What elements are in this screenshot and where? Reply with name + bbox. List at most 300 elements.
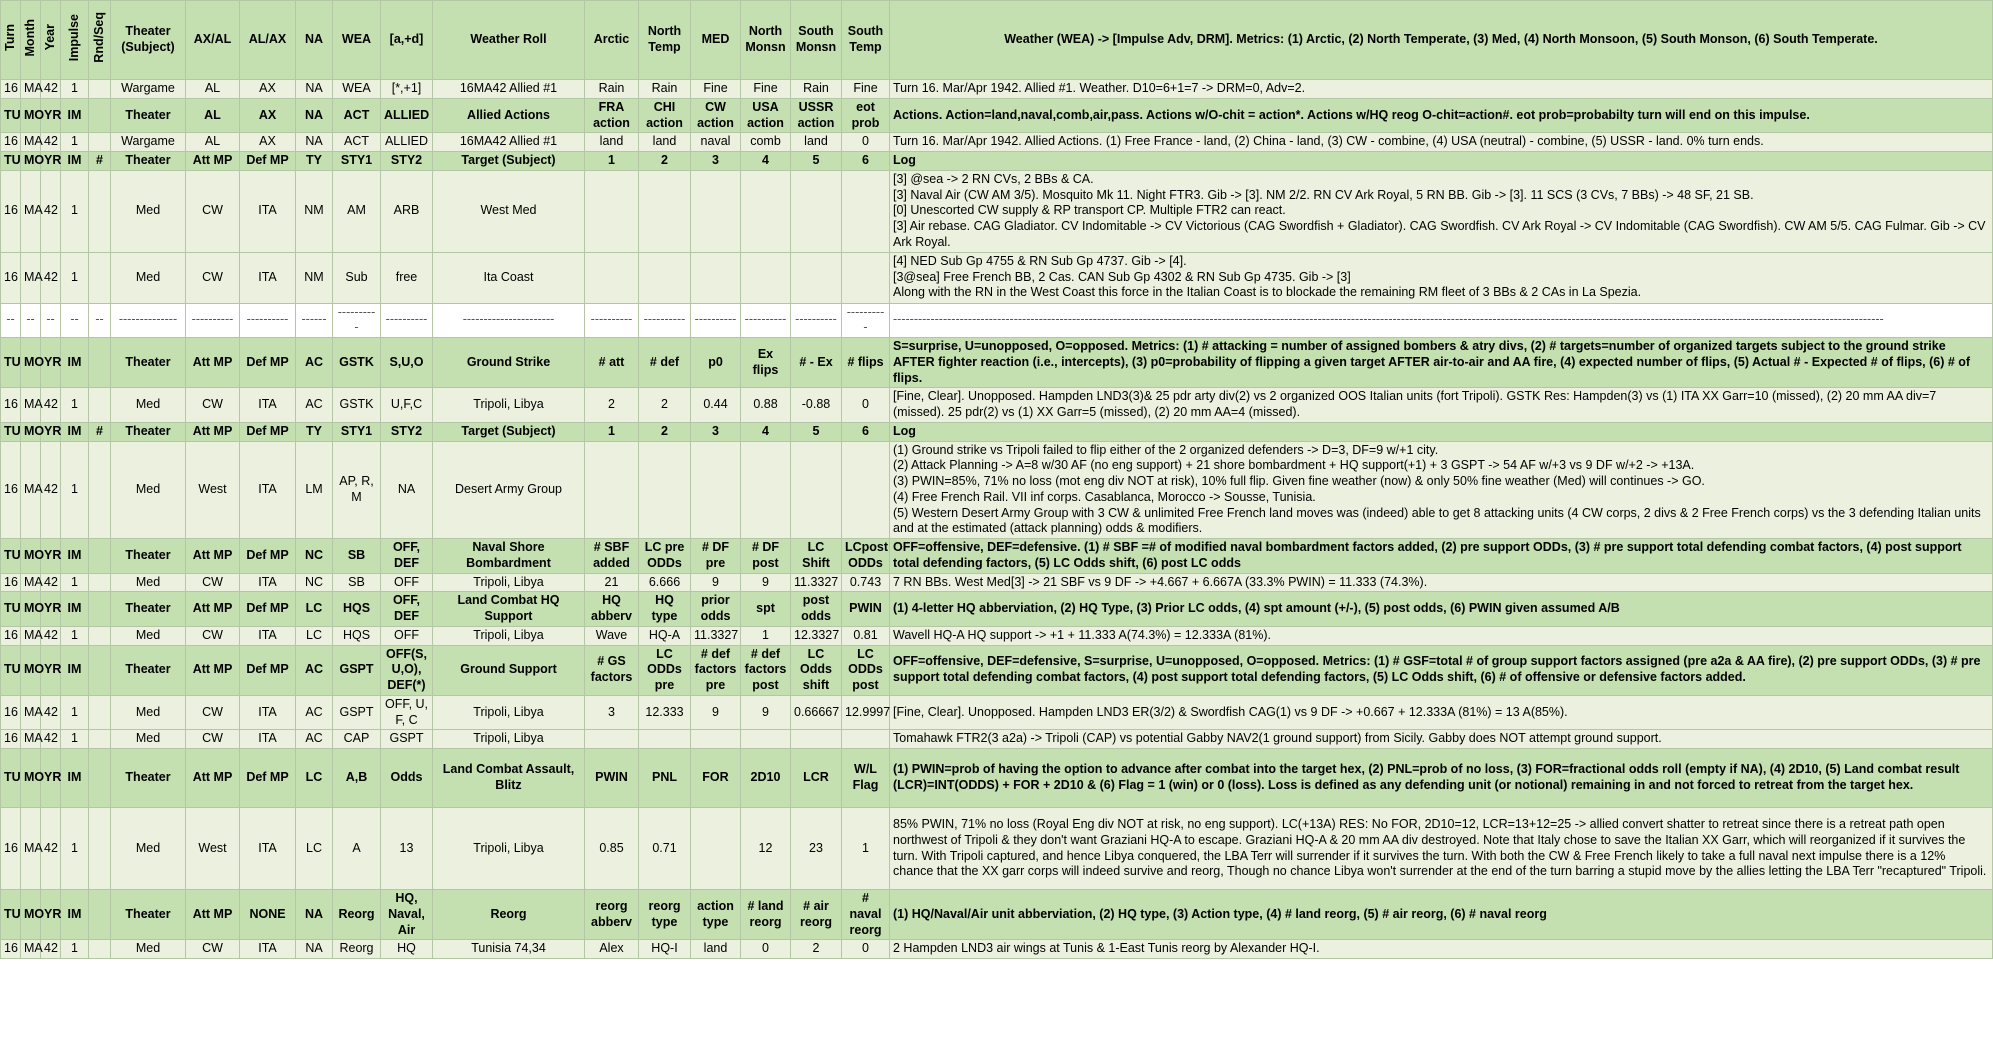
cell-metric-3[interactable] [691, 808, 741, 890]
cell-rnd-seq[interactable] [89, 133, 111, 152]
cell-al-ax[interactable]: ---------- [240, 303, 296, 338]
cell-metric-4[interactable]: 12 [741, 808, 791, 890]
cell-wea[interactable]: ACT [333, 133, 381, 152]
cell-ax-al[interactable]: CW [186, 730, 240, 749]
cell-wea[interactable]: ACT [333, 98, 381, 133]
cell-al-ax[interactable]: AX [240, 98, 296, 133]
cell-metric-2[interactable]: 12.333 [639, 695, 691, 730]
cell-ax-al[interactable]: West [186, 441, 240, 539]
cell-na[interactable]: LC [296, 808, 333, 890]
cell-rnd-seq[interactable]: -- [89, 303, 111, 338]
cell-metric-6[interactable]: 1 [842, 808, 890, 890]
cell-theater[interactable]: Med [111, 695, 186, 730]
cell-month[interactable]: MA [21, 441, 41, 539]
cell-theater[interactable]: Theater [111, 152, 186, 171]
cell-wea[interactable]: GSPT [333, 695, 381, 730]
cell-weather-roll[interactable]: West Med [433, 170, 585, 252]
cell-wea[interactable]: HQS [333, 592, 381, 627]
cell-metric-4[interactable]: 4 [741, 422, 791, 441]
cell-al-ax[interactable]: ITA [240, 626, 296, 645]
cell-month[interactable]: MA [21, 940, 41, 959]
cell-log[interactable] [890, 80, 1993, 99]
cell-turn[interactable]: TU [1, 152, 21, 171]
cell-year[interactable]: 42 [41, 252, 61, 303]
cell-metric-5[interactable]: 5 [791, 422, 842, 441]
cell-metric-4[interactable]: 9 [741, 573, 791, 592]
cell-weather-roll[interactable]: Tripoli, Libya [433, 695, 585, 730]
cell-metric-1[interactable]: # GS factors [585, 645, 639, 695]
cell-metric-4[interactable]: 1 [741, 626, 791, 645]
cell-rnd-seq[interactable]: # [89, 422, 111, 441]
cell-wea[interactable]: WEA [333, 80, 381, 99]
cell-impulse[interactable]: IM [61, 422, 89, 441]
cell-na[interactable]: NM [296, 170, 333, 252]
cell-log[interactable] [890, 133, 1993, 152]
cell-metric-1[interactable]: ---------- [585, 303, 639, 338]
cell-metric-6[interactable]: 0.743 [842, 573, 890, 592]
cell-month[interactable]: MO [21, 890, 41, 940]
cell-ax-al[interactable]: Att MP [186, 539, 240, 574]
cell-weather-roll[interactable]: Naval Shore Bombardment [433, 539, 585, 574]
cell-metric-3[interactable]: ---------- [691, 303, 741, 338]
cell-metric-3[interactable] [691, 252, 741, 303]
cell-rnd-seq[interactable] [89, 252, 111, 303]
cell-turn[interactable]: 16 [1, 170, 21, 252]
cell-year[interactable]: YR [41, 338, 61, 388]
cell-turn[interactable]: TU [1, 422, 21, 441]
cell-turn[interactable]: -- [1, 303, 21, 338]
cell-rnd-seq[interactable] [89, 441, 111, 539]
col-header-weather-roll[interactable]: Weather Roll [433, 1, 585, 80]
cell-na[interactable]: NA [296, 98, 333, 133]
cell-metric-2[interactable]: PNL [639, 749, 691, 808]
cell-year[interactable]: 42 [41, 573, 61, 592]
cell-theater[interactable]: -------------- [111, 303, 186, 338]
cell-metric-2[interactable]: HQ-A [639, 626, 691, 645]
cell-year[interactable]: 42 [41, 626, 61, 645]
cell-metric-6[interactable]: 0 [842, 940, 890, 959]
cell-month[interactable]: MA [21, 80, 41, 99]
cell-weather-roll[interactable]: Ground Support [433, 645, 585, 695]
cell-weather-roll[interactable]: Tripoli, Libya [433, 573, 585, 592]
cell-al-ax[interactable]: AX [240, 133, 296, 152]
cell-metric-4[interactable]: 4 [741, 152, 791, 171]
cell-metric-2[interactable] [639, 441, 691, 539]
cell-weather-roll[interactable]: ---------------------- [433, 303, 585, 338]
cell-log[interactable] [890, 303, 1993, 338]
cell-na[interactable]: ------ [296, 303, 333, 338]
cell-turn[interactable]: 16 [1, 940, 21, 959]
cell-ax-al[interactable]: CW [186, 252, 240, 303]
cell-metric-2[interactable]: 6.666 [639, 573, 691, 592]
cell-al-ax[interactable]: Def MP [240, 592, 296, 627]
cell-impulse[interactable]: 1 [61, 695, 89, 730]
cell-metric-2[interactable]: 2 [639, 152, 691, 171]
cell-turn[interactable]: TU [1, 338, 21, 388]
cell-year[interactable]: YR [41, 749, 61, 808]
cell-metric-3[interactable] [691, 441, 741, 539]
cell-ax-al[interactable]: Att MP [186, 152, 240, 171]
cell-weather-roll[interactable]: Allied Actions [433, 98, 585, 133]
cell-month[interactable]: MA [21, 252, 41, 303]
cell-na[interactable]: NC [296, 573, 333, 592]
cell-month[interactable]: MA [21, 808, 41, 890]
cell-metric-3[interactable]: # def factors pre [691, 645, 741, 695]
cell-metric-2[interactable]: Rain [639, 80, 691, 99]
cell-metric-6[interactable]: 0 [842, 388, 890, 423]
cell-impulse[interactable]: 1 [61, 388, 89, 423]
cell-wea[interactable]: A [333, 808, 381, 890]
cell-ax-al[interactable]: AL [186, 133, 240, 152]
cell-month[interactable]: MA [21, 573, 41, 592]
cell-log[interactable] [890, 592, 1993, 627]
cell-log[interactable] [890, 890, 1993, 940]
cell-metric-2[interactable]: LC ODDs pre [639, 645, 691, 695]
cell-al-ax[interactable]: ITA [240, 730, 296, 749]
cell-rnd-seq[interactable] [89, 539, 111, 574]
cell-month[interactable]: MO [21, 749, 41, 808]
cell-weather-roll[interactable]: Ita Coast [433, 252, 585, 303]
col-header-na[interactable]: NA [296, 1, 333, 80]
cell-na[interactable]: NA [296, 940, 333, 959]
cell-impulse[interactable]: -- [61, 303, 89, 338]
cell-metric-2[interactable]: land [639, 133, 691, 152]
cell-year[interactable]: 42 [41, 388, 61, 423]
cell-al-ax[interactable]: ITA [240, 388, 296, 423]
cell-al-ax[interactable]: ITA [240, 808, 296, 890]
cell-metric-6[interactable]: LCpost ODDs [842, 539, 890, 574]
cell-na[interactable]: TY [296, 422, 333, 441]
cell-weather-roll[interactable]: Tripoli, Libya [433, 730, 585, 749]
cell-theater[interactable]: Med [111, 730, 186, 749]
cell-al-ax[interactable]: ITA [240, 695, 296, 730]
cell-metric-3[interactable]: CW action [691, 98, 741, 133]
cell-theater[interactable]: Med [111, 388, 186, 423]
cell-weather-roll[interactable]: Target (Subject) [433, 422, 585, 441]
cell-weather-roll[interactable]: Tripoli, Libya [433, 808, 585, 890]
cell-theater[interactable]: Med [111, 252, 186, 303]
cell-year[interactable]: 42 [41, 695, 61, 730]
cell-metric-3[interactable]: naval [691, 133, 741, 152]
cell-metric-5[interactable]: 0.66667 [791, 695, 842, 730]
cell-ax-al[interactable]: CW [186, 573, 240, 592]
cell-log[interactable] [890, 573, 1993, 592]
cell-metric-1[interactable]: land [585, 133, 639, 152]
cell-log[interactable] [890, 98, 1993, 133]
cell-theater[interactable]: Theater [111, 592, 186, 627]
cell-turn[interactable]: 16 [1, 133, 21, 152]
cell-metric-5[interactable]: LC Shift [791, 539, 842, 574]
cell-a-d[interactable]: ---------- [381, 303, 433, 338]
cell-metric-3[interactable]: p0 [691, 338, 741, 388]
cell-metric-2[interactable]: LC pre ODDs [639, 539, 691, 574]
col-header-med[interactable]: MED [691, 1, 741, 80]
cell-log[interactable] [890, 539, 1993, 574]
cell-year[interactable]: YR [41, 890, 61, 940]
cell-metric-5[interactable]: ---------- [791, 303, 842, 338]
cell-metric-5[interactable] [791, 730, 842, 749]
cell-weather-roll[interactable]: Tripoli, Libya [433, 388, 585, 423]
cell-wea[interactable]: SB [333, 539, 381, 574]
cell-rnd-seq[interactable] [89, 749, 111, 808]
cell-a-d[interactable]: OFF, DEF [381, 592, 433, 627]
cell-theater[interactable]: Med [111, 940, 186, 959]
cell-impulse[interactable]: 1 [61, 252, 89, 303]
col-header-ax-al[interactable]: AX/AL [186, 1, 240, 80]
cell-metric-2[interactable]: reorg type [639, 890, 691, 940]
cell-weather-roll[interactable]: Target (Subject) [433, 152, 585, 171]
cell-month[interactable]: MO [21, 152, 41, 171]
cell-turn[interactable]: TU [1, 890, 21, 940]
cell-month[interactable]: MO [21, 98, 41, 133]
cell-al-ax[interactable]: Def MP [240, 539, 296, 574]
cell-year[interactable]: YR [41, 645, 61, 695]
cell-metric-4[interactable]: Ex flips [741, 338, 791, 388]
cell-theater[interactable]: Theater [111, 422, 186, 441]
cell-weather-roll[interactable]: 16MA42 Allied #1 [433, 133, 585, 152]
cell-weather-roll[interactable]: Ground Strike [433, 338, 585, 388]
cell-log[interactable] [890, 808, 1993, 890]
cell-na[interactable]: TY [296, 152, 333, 171]
cell-weather-roll[interactable]: Tunisia 74,34 [433, 940, 585, 959]
cell-log[interactable] [890, 338, 1993, 388]
cell-log[interactable] [890, 170, 1993, 252]
cell-rnd-seq[interactable] [89, 808, 111, 890]
col-header-north-temp[interactable]: North Temp [639, 1, 691, 80]
cell-metric-2[interactable]: # def [639, 338, 691, 388]
cell-metric-3[interactable]: 0.44 [691, 388, 741, 423]
cell-metric-2[interactable]: 0.71 [639, 808, 691, 890]
cell-metric-1[interactable]: 1 [585, 152, 639, 171]
col-header-a-d[interactable]: [a,+d] [381, 1, 433, 80]
cell-ax-al[interactable]: CW [186, 626, 240, 645]
cell-year[interactable]: YR [41, 539, 61, 574]
cell-log[interactable] [890, 695, 1993, 730]
col-header-year[interactable]: Year [41, 1, 61, 80]
cell-rnd-seq[interactable] [89, 730, 111, 749]
cell-metric-5[interactable]: Rain [791, 80, 842, 99]
cell-metric-2[interactable]: HQ-I [639, 940, 691, 959]
cell-turn[interactable]: 16 [1, 388, 21, 423]
cell-metric-6[interactable]: eot prob [842, 98, 890, 133]
cell-log[interactable] [890, 152, 1993, 171]
cell-metric-3[interactable]: Fine [691, 80, 741, 99]
cell-impulse[interactable]: IM [61, 539, 89, 574]
cell-year[interactable]: 42 [41, 940, 61, 959]
cell-metric-5[interactable]: 12.3327 [791, 626, 842, 645]
cell-ax-al[interactable]: AL [186, 98, 240, 133]
cell-metric-5[interactable] [791, 252, 842, 303]
cell-metric-4[interactable]: comb [741, 133, 791, 152]
cell-metric-4[interactable]: 2D10 [741, 749, 791, 808]
cell-metric-4[interactable] [741, 730, 791, 749]
cell-metric-6[interactable]: 6 [842, 152, 890, 171]
cell-rnd-seq[interactable] [89, 890, 111, 940]
cell-na[interactable]: NA [296, 80, 333, 99]
cell-year[interactable]: 42 [41, 170, 61, 252]
cell-log[interactable] [890, 730, 1993, 749]
cell-theater[interactable]: Med [111, 170, 186, 252]
cell-year[interactable]: -- [41, 303, 61, 338]
cell-theater[interactable]: Theater [111, 98, 186, 133]
cell-ax-al[interactable]: Att MP [186, 890, 240, 940]
cell-na[interactable]: AC [296, 338, 333, 388]
cell-a-d[interactable]: U,F,C [381, 388, 433, 423]
cell-a-d[interactable]: OFF(S, U,O), DEF(*) [381, 645, 433, 695]
cell-metric-4[interactable]: 0.88 [741, 388, 791, 423]
cell-ax-al[interactable]: Att MP [186, 338, 240, 388]
cell-year[interactable]: 42 [41, 730, 61, 749]
cell-month[interactable]: MA [21, 626, 41, 645]
cell-log[interactable] [890, 626, 1993, 645]
cell-metric-1[interactable]: 2 [585, 388, 639, 423]
cell-impulse[interactable]: 1 [61, 730, 89, 749]
cell-rnd-seq[interactable] [89, 645, 111, 695]
cell-theater[interactable]: Med [111, 808, 186, 890]
cell-metric-1[interactable]: 1 [585, 422, 639, 441]
cell-ax-al[interactable]: CW [186, 388, 240, 423]
cell-metric-1[interactable]: PWIN [585, 749, 639, 808]
cell-a-d[interactable]: [*,+1] [381, 80, 433, 99]
cell-weather-roll[interactable]: 16MA42 Allied #1 [433, 80, 585, 99]
cell-metric-6[interactable]: LC ODDs post [842, 645, 890, 695]
cell-metric-3[interactable]: 3 [691, 422, 741, 441]
cell-metric-1[interactable] [585, 730, 639, 749]
cell-rnd-seq[interactable] [89, 573, 111, 592]
col-header-wea[interactable]: WEA [333, 1, 381, 80]
cell-metric-3[interactable]: 9 [691, 695, 741, 730]
cell-impulse[interactable]: IM [61, 749, 89, 808]
cell-wea[interactable]: GSPT [333, 645, 381, 695]
cell-a-d[interactable]: HQ [381, 940, 433, 959]
cell-theater[interactable]: Med [111, 573, 186, 592]
cell-impulse[interactable]: IM [61, 592, 89, 627]
cell-turn[interactable]: 16 [1, 626, 21, 645]
cell-rnd-seq[interactable] [89, 80, 111, 99]
cell-weather-roll[interactable]: Land Combat HQ Support [433, 592, 585, 627]
cell-metric-2[interactable] [639, 730, 691, 749]
cell-year[interactable]: YR [41, 98, 61, 133]
cell-a-d[interactable]: GSPT [381, 730, 433, 749]
cell-al-ax[interactable]: ITA [240, 573, 296, 592]
cell-metric-3[interactable]: 11.3327 [691, 626, 741, 645]
cell-a-d[interactable]: ARB [381, 170, 433, 252]
cell-metric-2[interactable]: 2 [639, 422, 691, 441]
cell-al-ax[interactable]: ITA [240, 940, 296, 959]
cell-metric-4[interactable]: ---------- [741, 303, 791, 338]
cell-turn[interactable]: 16 [1, 695, 21, 730]
cell-rnd-seq[interactable] [89, 592, 111, 627]
cell-al-ax[interactable]: AX [240, 80, 296, 99]
cell-metric-3[interactable]: 9 [691, 573, 741, 592]
cell-log[interactable] [890, 645, 1993, 695]
cell-turn[interactable]: 16 [1, 730, 21, 749]
col-header-arctic[interactable]: Arctic [585, 1, 639, 80]
cell-metric-1[interactable]: 21 [585, 573, 639, 592]
col-header-al-ax[interactable]: AL/AX [240, 1, 296, 80]
cell-al-ax[interactable]: ITA [240, 170, 296, 252]
cell-metric-6[interactable]: 0 [842, 133, 890, 152]
cell-log[interactable] [890, 252, 1993, 303]
cell-metric-5[interactable]: 23 [791, 808, 842, 890]
cell-wea[interactable]: Reorg [333, 940, 381, 959]
cell-metric-5[interactable]: USSR action [791, 98, 842, 133]
cell-rnd-seq[interactable] [89, 98, 111, 133]
cell-na[interactable]: NA [296, 133, 333, 152]
cell-impulse[interactable]: 1 [61, 626, 89, 645]
cell-metric-3[interactable] [691, 170, 741, 252]
cell-metric-1[interactable]: reorg abberv [585, 890, 639, 940]
cell-log[interactable] [890, 940, 1993, 959]
cell-turn[interactable]: 16 [1, 573, 21, 592]
cell-metric-1[interactable]: 3 [585, 695, 639, 730]
cell-na[interactable]: NM [296, 252, 333, 303]
cell-metric-5[interactable]: LC Odds shift [791, 645, 842, 695]
cell-metric-3[interactable]: land [691, 940, 741, 959]
cell-year[interactable]: 42 [41, 133, 61, 152]
cell-metric-6[interactable]: 0.81 [842, 626, 890, 645]
cell-wea[interactable]: GSTK [333, 338, 381, 388]
cell-metric-4[interactable] [741, 441, 791, 539]
cell-a-d[interactable]: OFF [381, 626, 433, 645]
cell-metric-6[interactable]: 12.9997 [842, 695, 890, 730]
cell-rnd-seq[interactable] [89, 940, 111, 959]
cell-metric-2[interactable]: 2 [639, 388, 691, 423]
cell-ax-al[interactable]: Att MP [186, 749, 240, 808]
cell-metric-1[interactable]: # att [585, 338, 639, 388]
cell-metric-3[interactable]: 3 [691, 152, 741, 171]
cell-a-d[interactable]: 13 [381, 808, 433, 890]
cell-rnd-seq[interactable] [89, 695, 111, 730]
cell-wea[interactable]: AP, R, M [333, 441, 381, 539]
cell-turn[interactable]: 16 [1, 252, 21, 303]
cell-impulse[interactable]: IM [61, 98, 89, 133]
cell-month[interactable]: MO [21, 645, 41, 695]
cell-na[interactable]: AC [296, 388, 333, 423]
cell-theater[interactable]: Med [111, 626, 186, 645]
cell-month[interactable]: MO [21, 539, 41, 574]
cell-metric-4[interactable] [741, 170, 791, 252]
cell-al-ax[interactable]: Def MP [240, 152, 296, 171]
cell-rnd-seq[interactable] [89, 338, 111, 388]
cell-na[interactable]: AC [296, 695, 333, 730]
col-header-rnd-seq[interactable]: Rnd/Seq [89, 1, 111, 80]
cell-a-d[interactable]: STY2 [381, 152, 433, 171]
cell-metric-5[interactable]: post odds [791, 592, 842, 627]
cell-metric-5[interactable]: 5 [791, 152, 842, 171]
cell-month[interactable]: MA [21, 170, 41, 252]
cell-ax-al[interactable]: CW [186, 695, 240, 730]
cell-rnd-seq[interactable] [89, 626, 111, 645]
cell-metric-1[interactable] [585, 170, 639, 252]
cell-year[interactable]: 42 [41, 80, 61, 99]
cell-turn[interactable]: 16 [1, 441, 21, 539]
cell-metric-6[interactable] [842, 170, 890, 252]
cell-impulse[interactable]: IM [61, 890, 89, 940]
cell-impulse[interactable]: 1 [61, 133, 89, 152]
cell-metric-6[interactable]: W/L Flag [842, 749, 890, 808]
cell-month[interactable]: MO [21, 592, 41, 627]
col-header-month[interactable]: Month [21, 1, 41, 80]
cell-metric-5[interactable] [791, 170, 842, 252]
col-header-log[interactable]: Weather (WEA) -> [Impulse Adv, DRM]. Metrics: (1) Arctic, (2) North Temperate, (3) Med, (4) North Monsoon, (5) South Monson, (6) South Temperate. [890, 1, 1993, 80]
cell-metric-5[interactable]: -0.88 [791, 388, 842, 423]
cell-impulse[interactable]: 1 [61, 441, 89, 539]
cell-metric-1[interactable] [585, 252, 639, 303]
cell-metric-6[interactable] [842, 730, 890, 749]
col-header-theater[interactable]: Theater (Subject) [111, 1, 186, 80]
cell-ax-al[interactable]: CW [186, 940, 240, 959]
